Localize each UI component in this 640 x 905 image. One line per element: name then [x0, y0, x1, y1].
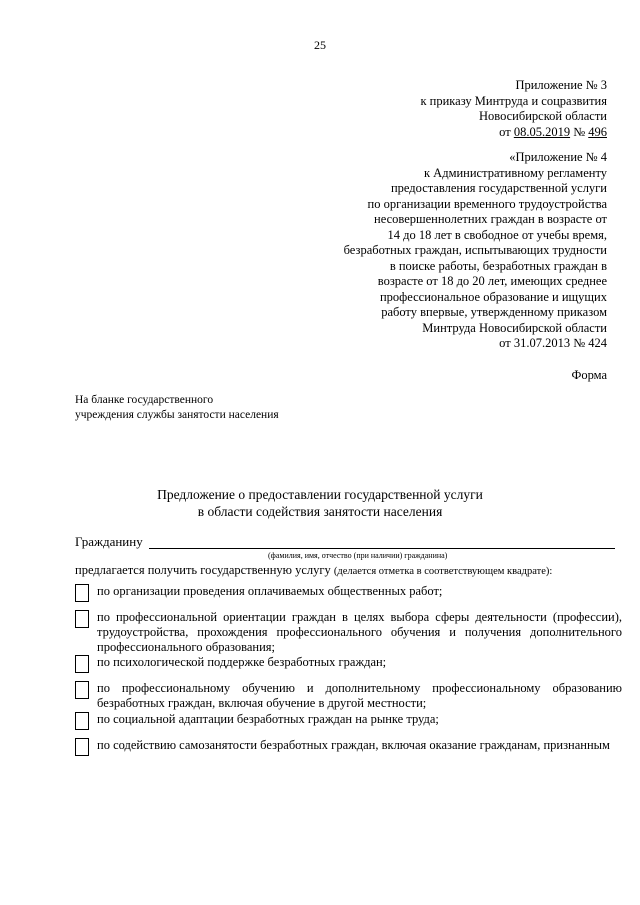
appendix-4-line: от 31.07.2013 № 424 — [499, 336, 607, 350]
service-option-self-employment — [75, 738, 622, 758]
option-text: по профессиональному обучению и дополнительному профессиональному образованию безработных граждан, включая обучение в другой местности; — [97, 681, 622, 710]
service-option-career-guidance — [75, 610, 622, 656]
option-checkbox[interactable] — [75, 712, 89, 730]
service-option-psychological-support — [75, 655, 622, 675]
citizen-name-line[interactable] — [149, 548, 615, 549]
order-date: 08.05.2019 — [513, 124, 571, 139]
appendix-4-line: в поиске работы, безработных граждан в — [389, 258, 607, 273]
number-prefix: № — [570, 124, 589, 139]
offer-line — [75, 563, 552, 578]
title-line: Предложение о предоставлении государственной услуги — [157, 487, 483, 502]
offer-text: предлагается получить государственную услугу — [75, 563, 331, 577]
option-checkbox[interactable] — [75, 655, 89, 673]
document-title — [0, 486, 640, 520]
appendix-4-line: возрасте от 18 до 20 лет, имеющих среднее — [377, 274, 607, 288]
appendix-4-line: 14 до 18 лет в свободное от учебы время, — [387, 227, 607, 242]
letterhead-line: учреждения службы занятости населения — [75, 408, 279, 421]
service-option-public-works — [75, 584, 622, 604]
option-checkbox[interactable] — [75, 584, 89, 602]
citizen-field-row — [75, 534, 615, 550]
offer-note: (делается отметка в соответствующем квадрате): — [333, 566, 553, 577]
appendix-4-line: «Приложение № 4 — [509, 150, 607, 164]
form-label: Форма — [571, 368, 607, 382]
option-text: по социальной адаптации безработных граждан на рынке труда; — [97, 712, 439, 726]
letterhead-note — [75, 393, 279, 422]
page-number: 25 — [314, 38, 326, 52]
appendix-4-block — [344, 150, 607, 352]
appendix-3-date-line — [420, 125, 607, 141]
option-text: по содействию самозанятости безработных граждан, включая оказание гражданам, признанным — [97, 738, 610, 752]
option-checkbox[interactable] — [75, 738, 89, 756]
appendix-4-line: по организации временного трудоустройства — [367, 196, 607, 211]
appendix-3-line: Приложение № 3 — [515, 78, 607, 92]
appendix-4-line: безработных граждан, испытывающих трудности — [343, 243, 607, 257]
option-text: по профессиональной ориентации граждан в целях выбора сферы деятельности (профессии), трудоустройства, прохождения профессионального обучения и получения дополнительного профессионального образования; — [97, 610, 622, 654]
appendix-3-line: к приказу Минтруда и соцразвития — [420, 93, 607, 108]
option-text: по психологической поддержке безработных граждан; — [97, 655, 387, 669]
appendix-3-block — [420, 78, 607, 140]
appendix-4-line: работу впервые, утвержденному приказом — [381, 305, 607, 319]
option-checkbox[interactable] — [75, 610, 89, 628]
appendix-4-line: к Административному регламенту — [423, 165, 607, 180]
option-checkbox[interactable] — [75, 681, 89, 699]
date-prefix: от — [499, 124, 514, 139]
citizen-caption: (фамилия, имя, отчество (при наличии) гражданина) — [268, 551, 448, 560]
appendix-4-line: Минтруда Новосибирской области — [422, 320, 607, 335]
appendix-4-line: несовершеннолетних граждан в возрасте от — [374, 212, 607, 226]
appendix-4-line: предоставления государственной услуги — [390, 181, 607, 195]
appendix-4-line: профессиональное образование и ищущих — [379, 289, 607, 304]
title-line: в области содействия занятости населения — [197, 504, 443, 519]
service-option-social-adaptation — [75, 712, 622, 732]
appendix-3-line: Новосибирской области — [478, 109, 607, 123]
order-number: 496 — [588, 124, 607, 139]
letterhead-line: На бланке государственного — [75, 394, 214, 406]
option-text: по организации проведения оплачиваемых общественных работ; — [97, 584, 443, 598]
citizen-label: Гражданину — [75, 534, 143, 549]
service-option-professional-training — [75, 681, 622, 713]
